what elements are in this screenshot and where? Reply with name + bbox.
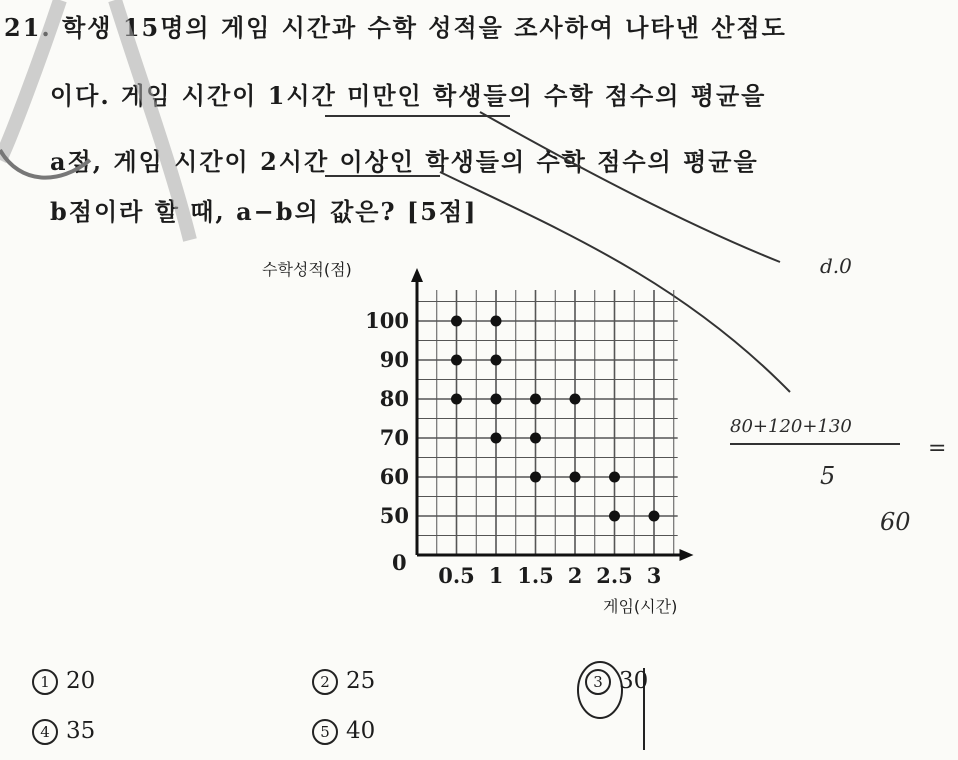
y-tick-label: 80 xyxy=(379,386,409,411)
x-axis-label: 게임(시간) xyxy=(603,597,678,616)
choice-value: 25 xyxy=(346,668,376,694)
data-point xyxy=(530,472,541,483)
plot-ticks xyxy=(365,308,661,588)
question-line-3: a점, 게임 시간이 2시간 이상인 학생들의 수학 점수의 평균을 xyxy=(50,147,759,176)
origin-label: 0 xyxy=(392,550,407,575)
choice-value: 40 xyxy=(346,718,376,744)
data-point xyxy=(491,394,502,405)
pencil-curve xyxy=(0,150,90,178)
choice-3[interactable] xyxy=(585,668,648,695)
data-point xyxy=(491,355,502,366)
x-tick-label: 2.5 xyxy=(596,563,633,588)
data-point xyxy=(570,472,581,483)
y-axis-arrow xyxy=(411,268,423,282)
data-point xyxy=(491,433,502,444)
y-tick-label: 100 xyxy=(365,308,409,333)
note-equals: = xyxy=(928,436,947,461)
data-point xyxy=(570,394,581,405)
choice-value: 35 xyxy=(66,718,96,744)
question-line-1: 21. 학생 15명의 게임 시간과 수학 성적을 조사하여 나타낸 산점도 xyxy=(4,13,787,42)
choice-value: 20 xyxy=(66,668,96,694)
y-tick-label: 50 xyxy=(379,503,409,528)
x-tick-label: 1.5 xyxy=(517,563,554,588)
note-a: d.0 xyxy=(820,254,852,278)
choice-1[interactable] xyxy=(32,668,95,695)
question-line-2: 이다. 게임 시간이 1시간 미만인 학생들의 수학 점수의 평균을 xyxy=(50,81,767,110)
choice-2[interactable] xyxy=(312,668,375,695)
pencil-stroke xyxy=(0,0,190,240)
data-point xyxy=(451,394,462,405)
y-axis-label: 수학성적(점) xyxy=(262,260,352,279)
y-tick-label: 70 xyxy=(379,425,409,450)
data-point xyxy=(609,511,620,522)
choice-value: 30 xyxy=(619,668,649,694)
data-point xyxy=(451,355,462,366)
data-point xyxy=(649,511,660,522)
choice-4[interactable] xyxy=(32,718,95,745)
data-point xyxy=(530,433,541,444)
y-tick-label: 60 xyxy=(379,464,409,489)
x-tick-label: 2 xyxy=(567,563,583,588)
choice-number: 5 xyxy=(312,719,338,745)
note-fraction-top: 80+120+130 xyxy=(730,416,852,437)
data-point xyxy=(609,472,620,483)
choice-number: 3 xyxy=(585,669,611,695)
choice-number: 2 xyxy=(312,669,338,695)
x-tick-label: 0.5 xyxy=(438,563,475,588)
x-axis-arrow xyxy=(680,549,694,561)
data-point xyxy=(491,316,502,327)
choice-5[interactable] xyxy=(312,718,375,745)
choice-number: 4 xyxy=(32,719,58,745)
note-fraction-bottom: 5 xyxy=(820,462,836,490)
arrow-line-1 xyxy=(480,112,780,262)
note-result: 60 xyxy=(880,508,911,536)
choice-number: 1 xyxy=(32,669,58,695)
question-line-4: b점이라 할 때, a−b의 값은? [5점] xyxy=(50,197,478,226)
x-tick-label: 1 xyxy=(488,563,504,588)
x-tick-label: 3 xyxy=(646,563,662,588)
data-point xyxy=(451,316,462,327)
data-point xyxy=(530,394,541,405)
y-tick-label: 90 xyxy=(379,347,409,372)
